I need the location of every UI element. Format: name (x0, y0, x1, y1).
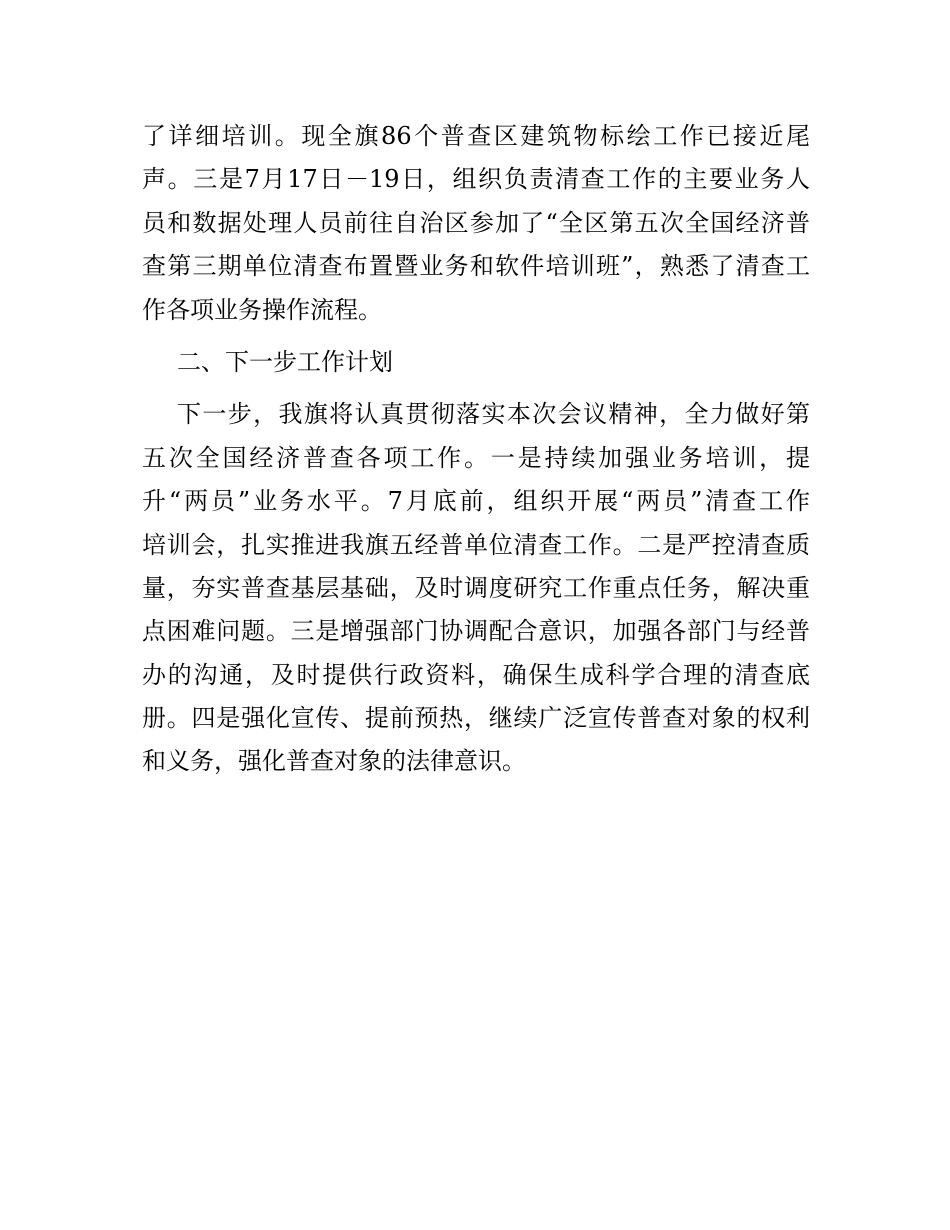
document-body (142, 115, 810, 784)
text-line: 声。三是7月17日－19日，组织负责清查工作的主要业务人 (142, 165, 810, 194)
text-line: 点困难问题。三是增强部门协调配合意识，加强各部门与经普 (142, 617, 810, 646)
text-line: 培训会，扎实推进我旗五经普单位清查工作。二是严控清查质 (142, 530, 810, 559)
text-line: 查第三期单位清查布置暨业务和软件培训班”，熟悉了清查工 (142, 252, 810, 281)
text-line: 五次全国经济普查各项工作。一是持续加强业务培训，提 (142, 443, 810, 472)
paragraph-training-progress (142, 115, 810, 332)
text-line: 办的沟通，及时提供行政资料，确保生成科学合理的清查底 (142, 660, 810, 689)
text-line: 下一步，我旗将认真贯彻落实本次会议精神，全力做好第 (177, 400, 810, 429)
paragraph-spacing (142, 384, 810, 393)
text-line: 升“两员”业务水平。7月底前，组织开展“两员”清查工作 (142, 487, 810, 516)
text-line: 量，夯实普查基层基础，及时调度研究工作重点任务，解决重 (142, 573, 810, 602)
section-heading-next-steps: 二、下一步工作计划 (177, 347, 393, 376)
text-line: 册。四是强化宣传、提前预热，继续广泛宣传普查对象的权利 (142, 704, 810, 733)
text-line: 员和数据处理人员前往自治区参加了“全区第五次全国经济普 (142, 208, 810, 237)
text-line: 作各项业务操作流程。 (142, 295, 382, 324)
paragraph-work-plan (142, 393, 810, 784)
text-line: 和义务，强化普查对象的法律意识。 (142, 747, 526, 776)
text-line: 了详细培训。现全旗86个普查区建筑物标绘工作已接近尾 (142, 122, 810, 150)
paragraph-spacing (142, 332, 810, 341)
